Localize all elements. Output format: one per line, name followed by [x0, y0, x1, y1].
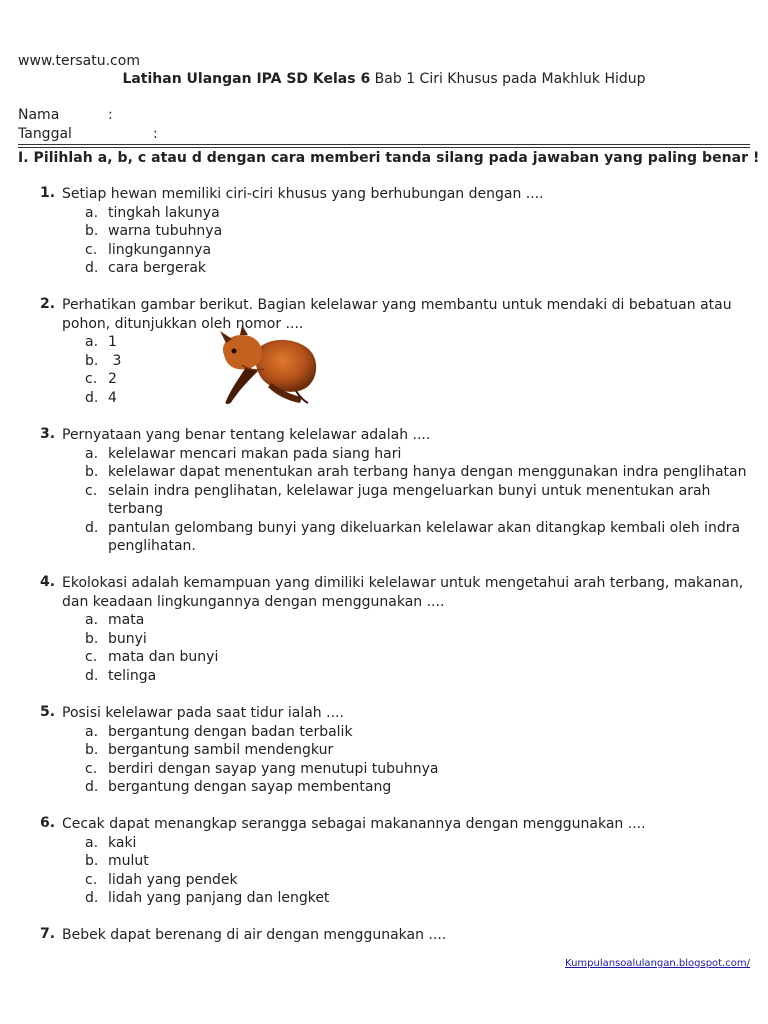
option-letter: a.: [85, 723, 99, 740]
bat-illustration-icon: [212, 325, 322, 407]
question-1: [40, 185, 750, 278]
options: [85, 834, 750, 908]
option-text: kelelawar mencari makan pada siang hari: [108, 445, 402, 462]
option-text: lidah yang pendek: [108, 871, 238, 888]
option-d[interactable]: [85, 778, 750, 797]
option-text: bergantung dengan sayap membentang: [108, 779, 392, 795]
option-letter: b.: [85, 630, 99, 647]
option-text: bergantung sambil mendengkur: [108, 742, 334, 758]
question-number: 2.: [40, 296, 56, 312]
option-letter: b.: [85, 223, 99, 239]
option-text: mata dan bunyi: [108, 649, 219, 665]
option-text: telinga: [108, 667, 157, 684]
title-bold: Latihan Ulangan IPA SD Kelas 6: [122, 71, 371, 87]
option-letter: b.: [85, 464, 99, 480]
options: [85, 723, 750, 797]
question-number: 3.: [40, 426, 56, 442]
option-c[interactable]: [85, 760, 750, 779]
option-b[interactable]: [85, 352, 750, 371]
question-text: Cecak dapat menangkap serangga sebagai makanannya dengan menggunakan ....: [62, 816, 646, 832]
option-text: lidah yang panjang dan lengket: [108, 890, 330, 906]
option-a[interactable]: [85, 723, 750, 742]
option-d[interactable]: [85, 889, 750, 908]
option-b[interactable]: [85, 463, 750, 482]
question-4: [40, 574, 750, 685]
option-b[interactable]: [85, 852, 750, 871]
date-field: [18, 126, 158, 142]
question-text: Posisi kelelawar pada saat tidur ialah ....: [62, 705, 344, 721]
option-text: mata: [108, 612, 145, 628]
question-number: 1.: [40, 185, 56, 201]
question-7: [40, 926, 750, 945]
option-letter: d.: [85, 779, 99, 795]
option-c[interactable]: [85, 241, 750, 260]
name-field: [18, 107, 113, 123]
option-a[interactable]: [85, 204, 750, 223]
option-b[interactable]: [85, 630, 750, 649]
option-text: 2: [108, 371, 117, 387]
options: [85, 445, 750, 556]
option-letter: d.: [85, 890, 99, 906]
option-letter: d.: [85, 519, 99, 536]
option-text: 3: [108, 352, 122, 369]
option-text: cara bergerak: [108, 260, 207, 276]
option-text: 4: [108, 389, 117, 406]
name-label: Nama: [18, 107, 60, 123]
option-a[interactable]: [85, 445, 750, 464]
option-letter: d.: [85, 667, 99, 684]
option-letter: c.: [85, 241, 98, 258]
option-letter: b.: [85, 742, 99, 758]
option-d[interactable]: [85, 519, 750, 556]
option-text: tingkah lakunya: [108, 204, 220, 221]
option-a[interactable]: [85, 611, 750, 630]
option-d[interactable]: [85, 667, 750, 686]
option-letter: a.: [85, 204, 99, 221]
option-d[interactable]: [85, 259, 750, 278]
option-a[interactable]: [85, 333, 750, 352]
option-letter: a.: [85, 612, 99, 628]
question-number: 6.: [40, 815, 56, 831]
date-label: Tanggal: [18, 126, 72, 142]
option-c[interactable]: [85, 871, 750, 890]
question-text: Ekolokasi adalah kemampuan yang dimiliki kelelawar untuk mengetahui arah terbang, makanan, dan keadaan lingkungannya dengan menggunakan ....: [62, 575, 744, 610]
option-c[interactable]: [85, 482, 750, 519]
options: [85, 204, 750, 278]
option-text: warna tubuhnya: [108, 223, 223, 239]
option-letter: c.: [85, 482, 98, 499]
option-text: mulut: [108, 853, 149, 869]
option-letter: c.: [85, 649, 98, 665]
option-text: kelelawar dapat menentukan arah terbang hanya dengan menggunakan indra penglihatan: [108, 464, 747, 480]
option-letter: d.: [85, 260, 99, 276]
question-number: 7.: [40, 926, 56, 942]
question-text: Pernyataan yang benar tentang kelelawar adalah ....: [62, 427, 431, 443]
option-letter: b.: [85, 853, 99, 869]
option-c[interactable]: [85, 370, 750, 389]
option-letter: a.: [85, 334, 99, 350]
option-letter: a.: [85, 445, 99, 462]
question-text: Setiap hewan memiliki ciri-ciri khusus yang berhubungan dengan ....: [62, 186, 544, 202]
divider-top: [18, 144, 750, 145]
option-b[interactable]: [85, 741, 750, 760]
option-letter: d.: [85, 389, 99, 406]
option-text: 1: [108, 334, 117, 350]
question-text: Perhatikan gambar berikut. Bagian kelelawar yang membantu untuk mendaki di bebatuan atau pohon, ditunjukkan oleh nomor ....: [62, 297, 732, 332]
options: [85, 333, 750, 407]
question-2: [40, 296, 750, 407]
option-letter: c.: [85, 871, 98, 888]
option-letter: a.: [85, 834, 99, 851]
question-3: [40, 426, 750, 556]
option-text: bunyi: [108, 630, 147, 647]
footer-link[interactable]: Kumpulansoalulangan.blogspot.com/: [565, 958, 750, 969]
date-colon: :: [153, 126, 158, 142]
question-5: [40, 704, 750, 797]
website-url[interactable]: www.tersatu.com: [18, 53, 140, 69]
option-text: selain indra penglihatan, kelelawar juga mengeluarkan bunyi untuk menentukan arah terbang: [108, 482, 711, 517]
option-c[interactable]: [85, 648, 750, 667]
option-letter: c.: [85, 760, 98, 777]
option-letter: c.: [85, 371, 98, 387]
option-text: bergantung dengan badan terbalik: [108, 723, 353, 740]
option-text: pantulan gelombang bunyi yang dikeluarkan kelelawar akan ditangkap kembali oleh indra penglihatan.: [108, 519, 741, 554]
divider-bottom: [18, 147, 750, 148]
option-d[interactable]: [85, 389, 750, 408]
option-b[interactable]: [85, 222, 750, 241]
question-6: [40, 815, 750, 908]
option-text: lingkungannya: [108, 241, 212, 258]
page-title: [0, 71, 768, 87]
question-text: Bebek dapat berenang di air dengan menggunakan ....: [62, 927, 447, 943]
name-colon: :: [108, 107, 113, 123]
option-text: kaki: [108, 834, 137, 851]
option-a[interactable]: [85, 834, 750, 853]
question-number: 4.: [40, 574, 56, 590]
option-text: berdiri dengan sayap yang menutupi tubuhnya: [108, 760, 439, 777]
instruction: I. Pilihlah a, b, c atau d dengan cara memberi tanda silang pada jawaban yang paling benar !: [18, 150, 760, 166]
options: [85, 611, 750, 685]
option-letter: b.: [85, 352, 99, 369]
question-number: 5.: [40, 704, 56, 720]
title-rest: Bab 1 Ciri Khusus pada Makhluk Hidup: [370, 71, 646, 87]
